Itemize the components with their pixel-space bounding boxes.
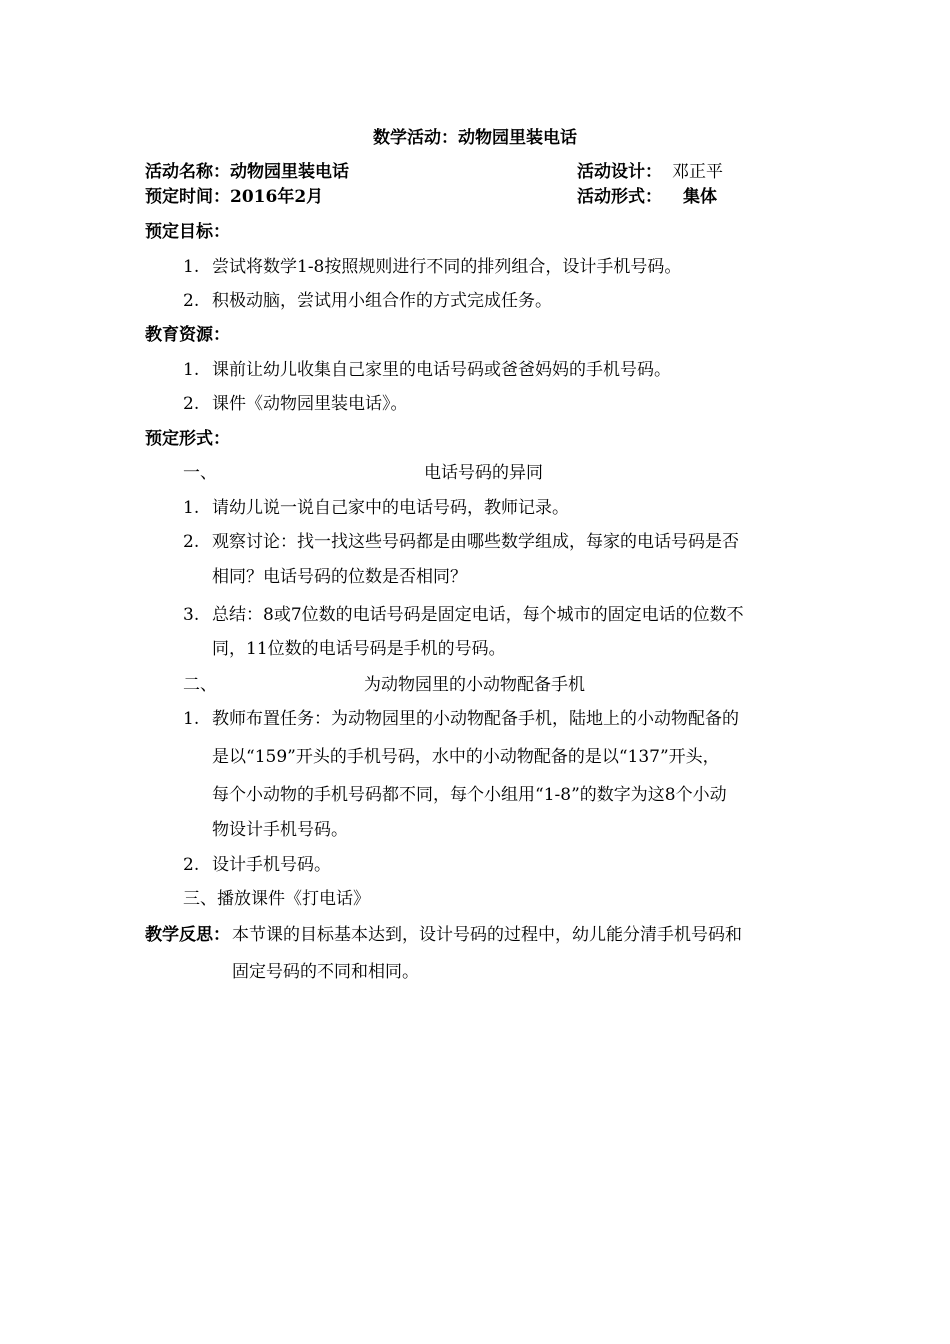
planned-time-label: 预定时间： (145, 187, 230, 207)
step-number: 1. (183, 709, 200, 729)
reflection-label: 教学反思： (145, 925, 230, 945)
step-text: 每个小动物的手机号码都不同，每个小组用“1-8”的数字为这8个小动 (212, 785, 727, 805)
step-number: 2. (183, 532, 200, 552)
step-text: 同，11位数的电话号码是手机的号码。 (212, 639, 506, 659)
step-number: 1. (183, 498, 200, 518)
step-text: 相同？电话号码的位数是否相同？ (212, 567, 467, 587)
step-text: 设计手机号码。 (212, 855, 331, 875)
step-text: 物设计手机号码。 (212, 820, 348, 840)
section-three: 三、播放课件《打电话》 (183, 889, 370, 909)
step-number: 3. (183, 605, 200, 625)
resource-item-number: 1. (183, 360, 200, 380)
step-text: 总结：8或7位数的电话号码是固定电话，每个城市的固定电话的位数不 (212, 605, 744, 625)
planned-time-value: 2016年2月 (230, 187, 324, 207)
doc-title: 数学活动：动物园里装电话 (373, 128, 577, 148)
process-heading: 预定形式： (145, 429, 230, 449)
goal-item-number: 1. (183, 257, 200, 277)
step-text: 观察讨论：找一找这些号码都是由哪些数学组成，每家的电话号码是否 (212, 532, 739, 552)
resource-item-text: 课件《动物园里装电话》。 (212, 394, 408, 414)
activity-designer-value: 邓正平 (672, 162, 723, 182)
resource-item-text: 课前让幼儿收集自己家里的电话号码或爸爸妈妈的手机号码。 (212, 360, 671, 380)
goal-item-number: 2. (183, 291, 200, 311)
goal-item-text: 积极动脑，尝试用小组合作的方式完成任务。 (212, 291, 552, 311)
section-title: 电话号码的异同 (424, 463, 543, 483)
goals-heading: 预定目标： (145, 222, 230, 242)
reflection-text: 本节课的目标基本达到，设计号码的过程中，幼儿能分清手机号码和 (232, 925, 742, 945)
step-number: 2. (183, 855, 200, 875)
section-title: 为动物园里的小动物配备手机 (364, 675, 585, 695)
activity-name-label: 活动名称： (145, 162, 230, 182)
reflection-text: 固定号码的不同和相同。 (232, 962, 419, 982)
goal-item-text: 尝试将数学1-8按照规则进行不同的排列组合，设计手机号码。 (212, 257, 682, 277)
step-text: 是以“159”开头的手机号码，水中的小动物配备的是以“137”开头， (212, 747, 720, 767)
activity-designer-label: 活动设计： (577, 162, 662, 182)
activity-form-label: 活动形式： (577, 187, 662, 207)
step-text: 教师布置任务：为动物园里的小动物配备手机，陆地上的小动物配备的 (212, 709, 739, 729)
activity-name-value: 动物园里装电话 (230, 162, 349, 182)
resource-item-number: 2. (183, 394, 200, 414)
step-text: 请幼儿说一说自己家中的电话号码，教师记录。 (212, 498, 569, 518)
resources-heading: 教育资源： (145, 325, 230, 345)
section-number: 二、 (183, 675, 217, 695)
activity-form-value: 集体 (683, 187, 717, 207)
section-number: 一、 (183, 463, 217, 483)
